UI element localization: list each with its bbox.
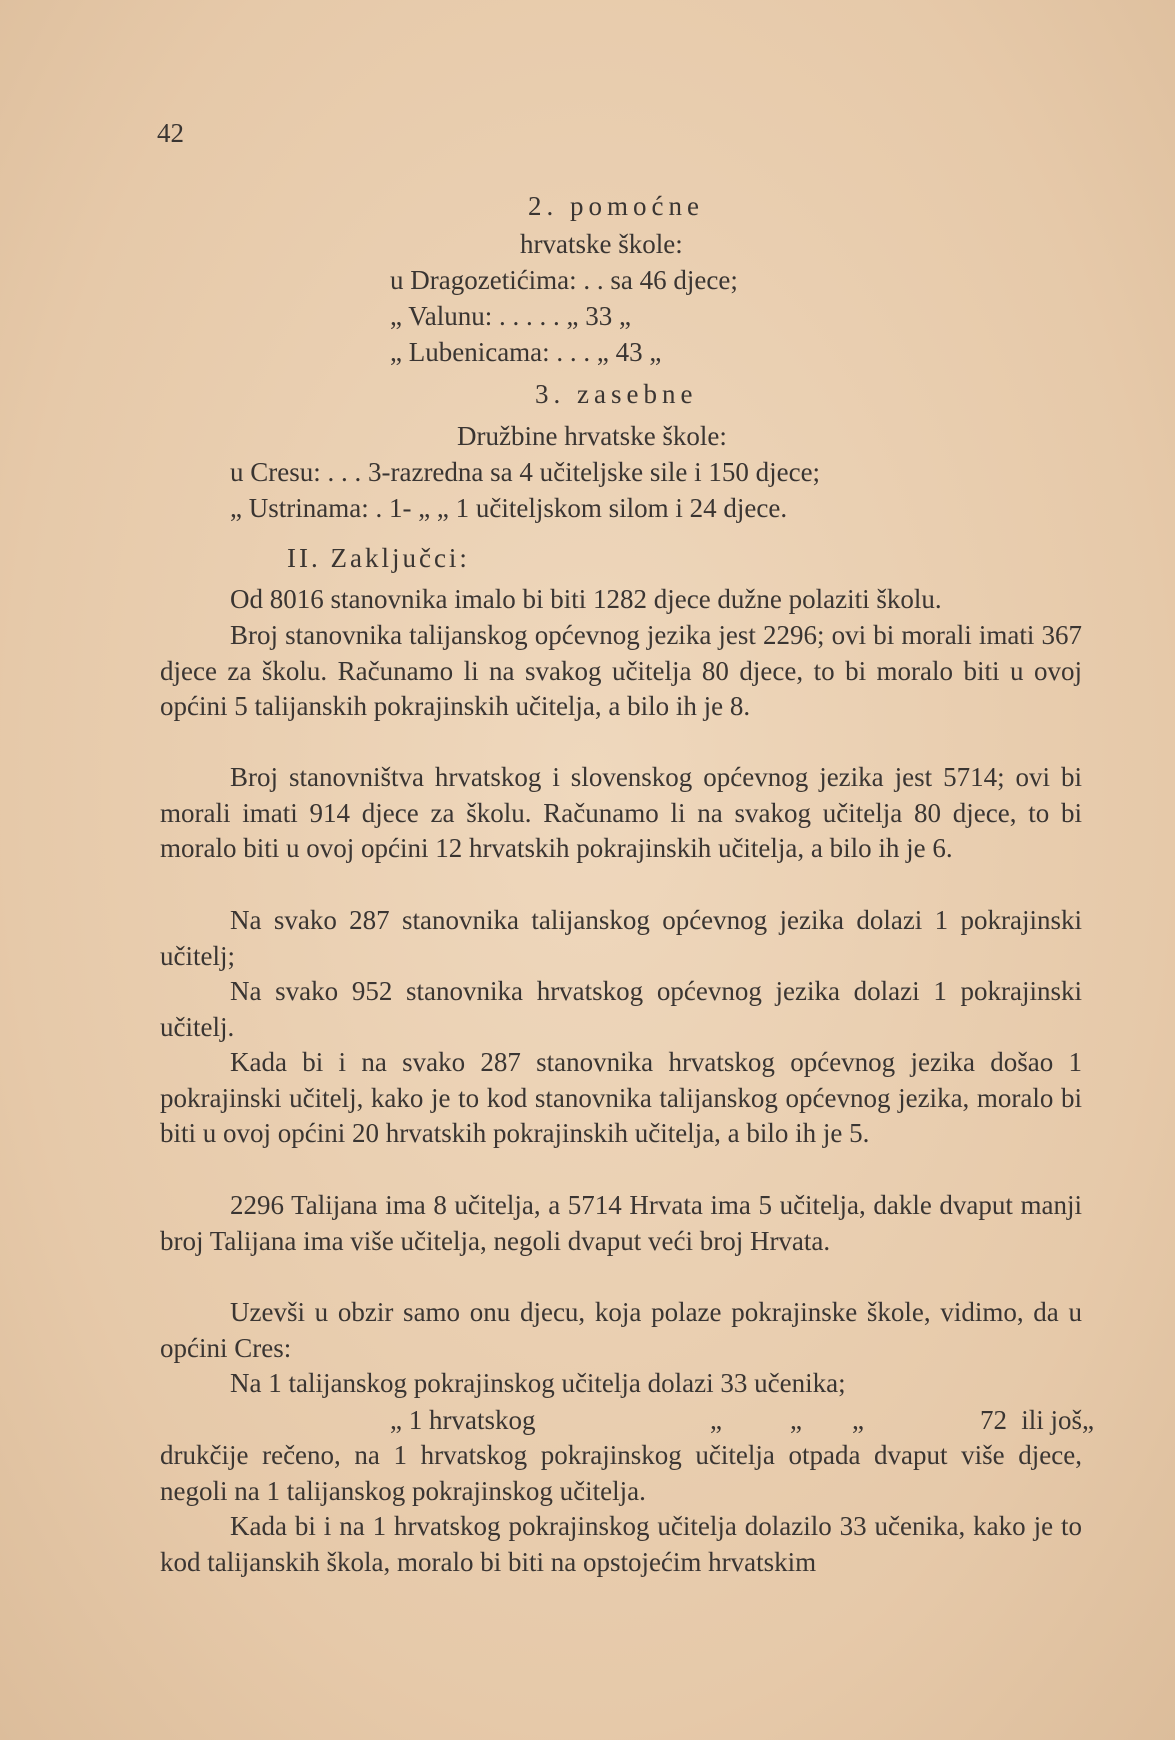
row-label: „ 1 hrvatskog (390, 1405, 536, 1435)
school-row-valun: „ Valunu: . . . . . „ 33 „ (390, 301, 631, 331)
section-3-subheading: Družbine hrvatske škole: (457, 421, 727, 451)
section-3-heading: 3. zasebne (535, 379, 698, 409)
row-tail: ili još (1021, 1405, 1082, 1435)
section-2-heading: 2. pomoćne (528, 191, 704, 221)
ditto-mark: „ (852, 1405, 864, 1435)
paragraph: Na svako 287 stanovnika talijanskog općevnog jezika dolazi 1 pokrajinski učitelj; (160, 905, 1082, 971)
hrvatskog-ratio-row (160, 1402, 1094, 1438)
school-row-ustrine: „ Ustrinama: . 1- „ „ 1 učiteljskom silom i 24 djece. (230, 493, 788, 523)
paragraph: 2296 Talijana ima 8 učitelja, a 5714 Hrvata ima 5 učitelja, dakle dvaput manji broj Talijana ima više učitelja, negoli dvaput veći broj Hrvata. (160, 1190, 1082, 1256)
paragraph: Kada bi i na svako 287 stanovnika hrvatskog općevnog jezika došao 1 pokrajinski učitelj, kako je to kod stanovnika talijanskog općevnog jezika, moralo bi biti u ovoj općini 20 hrvatskih pokrajinskih učitelja, a bilo ih je 5. (160, 1047, 1082, 1149)
paragraph-continuation: drukčije rečeno, na 1 hrvatskog pokrajinskog učitelja otpada dvaput više djece, negoli na 1 talijanskog pokrajinskog učitelja. (160, 1440, 1082, 1506)
paragraph: Broj stanovništva hrvatskog i slovenskog općevnog jezika jest 5714; ovi bi morali imati 914 djece za školu. Računamo li na svakog učitelja 80 djece, to bi moralo biti u ovoj općini 12 hrvatskih pokrajinskih učitelja, a bilo ih je 6. (160, 762, 1082, 864)
ditto-mark: „ (790, 1405, 802, 1435)
conclusions-heading: II. Zaključci: (287, 543, 470, 573)
ditto-mark: „ (710, 1405, 722, 1435)
paragraph: Na 1 talijanskog pokrajinskog učitelja dolazi 33 učenika; (230, 1368, 846, 1398)
ditto-mark: „ (1082, 1405, 1094, 1435)
paragraph: Na svako 952 stanovnika hrvatskog općevnog jezika dolazi 1 pokrajinski učitelj. (160, 976, 1082, 1042)
school-row-cres: u Cresu: . . . 3-razredna sa 4 učiteljske sile i 150 djece; (230, 457, 821, 487)
paragraph: Broj stanovnika talijanskog općevnog jezika jest 2296; ovi bi morali imati 367 djece za školu. Računamo li na svakog učitelja 80 djece, to bi moralo biti u ovoj općini 5 talijanskih pokrajinskih učitelja, a bilo ih je 8. (160, 620, 1082, 722)
paragraph: Od 8016 stanovnika imalo bi biti 1282 djece dužne polaziti školu. (230, 584, 942, 614)
school-row-dragozetici: u Dragozetićima: . . sa 46 djece; (390, 265, 738, 295)
pupil-count: 72 (980, 1405, 1007, 1435)
page-number: 42 (157, 118, 184, 148)
paragraph: Uzevši u obzir samo onu djecu, koja polaze pokrajinske škole, vidimo, da u općini Cres: (160, 1297, 1082, 1363)
section-2-subheading: hrvatske škole: (520, 229, 683, 259)
paragraph: Kada bi i na 1 hrvatskog pokrajinskog učitelja dolazilo 33 učenika, kako je to kod talijanskih škola, moralo bi biti na opstojećim hrvatskim (160, 1511, 1082, 1577)
school-row-lubenice: „ Lubenicama: . . . „ 43 „ (390, 337, 662, 367)
